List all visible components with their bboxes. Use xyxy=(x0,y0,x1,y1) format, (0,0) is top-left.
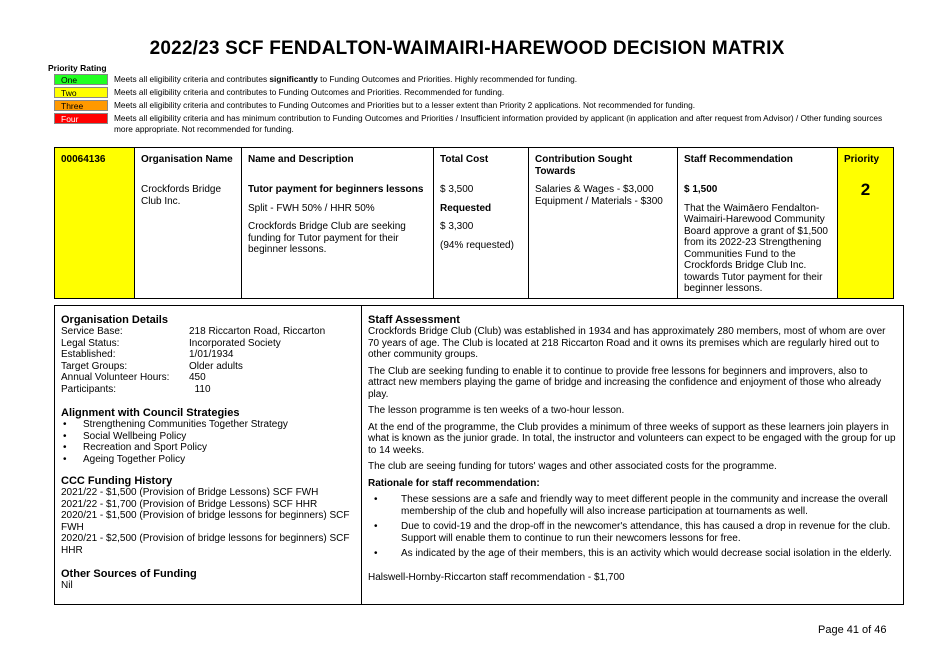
contribution-cell xyxy=(529,148,678,298)
organisation-header: Organisation Name xyxy=(141,154,233,165)
priority-swatch-three: Three xyxy=(54,100,108,111)
priority-desc-one: Meets all eligibility criteria and contributes significantly to Funding Outcomes and Priorities. Highly recommended for funding. xyxy=(114,74,578,84)
list-item: • Ageing Together Policy xyxy=(63,453,186,465)
requested-label: Requested xyxy=(440,202,492,214)
list-item: 2021/22 - $1,700 (Provision of Bridge Lessons) SCF HHR xyxy=(61,498,318,510)
other-sources-value: Nil xyxy=(61,580,73,591)
application-id: 00064136 xyxy=(61,154,106,165)
bullet-icon: • xyxy=(63,453,67,465)
staff-recommendation-amount: $ 1,500 xyxy=(684,184,718,195)
alignment-list xyxy=(61,419,355,465)
assessment-paragraph: The lesson programme is ten weeks of a two-hour lesson. xyxy=(368,405,625,416)
list-item: • These sessions are a safe and friendly way to meet different people in the community and increase the overall membership of the club and hopefully will also increase participation at tournaments as well. xyxy=(368,494,897,517)
priority-value: 2 xyxy=(860,180,871,199)
detail-row: Service Base: 218 Riccarton Road, Riccarton xyxy=(61,326,326,337)
total-cost-value: $ 3,500 xyxy=(440,184,474,195)
organisation-details-heading: Organisation Details xyxy=(61,314,168,326)
project-title: Tutor payment for beginners lessons xyxy=(248,184,424,195)
list-item: • As indicated by the age of their members, this is an activity which would decrease social isolation in the elderly. xyxy=(368,548,897,560)
priority-swatch-two: Two xyxy=(54,87,108,98)
other-sources-heading: Other Sources of Funding xyxy=(61,568,197,580)
priority-rating-row-one xyxy=(54,74,884,85)
organisation-cell xyxy=(135,148,242,298)
funding-history-list xyxy=(61,487,355,556)
priority-rating-label: Priority Rating xyxy=(48,63,107,73)
priority-swatch-four: Four xyxy=(54,113,108,124)
bullet-icon: • xyxy=(374,548,378,559)
priority-desc-three: Meets all eligibility criteria and contributes to Funding Outcomes and Priorities but to a lesser extent than Priority 2 applications. Not recommended for funding. xyxy=(114,100,696,110)
staff-assessment-heading: Staff Assessment xyxy=(368,314,460,326)
application-id-cell xyxy=(55,148,135,298)
details-section xyxy=(54,305,904,605)
name-description-cell xyxy=(242,148,434,298)
priority-rating-legend xyxy=(54,74,884,136)
priority-rating-row-three xyxy=(54,100,884,111)
bullet-icon: • xyxy=(63,430,67,442)
list-item: 2020/21 - $2,500 (Provision of bridge lessons for beginners) SCF HHR xyxy=(61,533,350,556)
priority-rating-row-four xyxy=(54,113,884,134)
requested-percentage: (94% requested) xyxy=(440,239,514,251)
decision-matrix-table xyxy=(54,147,894,299)
detail-row: Target Groups: Older adults xyxy=(61,360,243,372)
list-item: • Recreation and Sport Policy xyxy=(63,442,207,453)
list-item: • Social Wellbeing Policy xyxy=(63,430,187,442)
priority-desc-four: Meets all eligibility criteria and has minimum contribution to Funding Outcomes and Priorities / Insufficient information provided by applicant (in application and after request from Advisor) / Other funding sources more appropriate. Not recommended for funding. xyxy=(114,113,883,134)
bullet-icon: • xyxy=(63,419,67,430)
bullet-icon: • xyxy=(374,521,378,532)
alignment-heading: Alignment with Council Strategies xyxy=(61,407,240,419)
bullet-icon: • xyxy=(374,494,378,505)
total-cost-header: Total Cost xyxy=(440,154,489,165)
staff-recommendation-cell xyxy=(678,148,838,298)
total-cost-cell xyxy=(434,148,529,298)
detail-row: Established: 1/01/1934 xyxy=(61,349,234,360)
contribution-item-2: Equipment / Materials - $300 xyxy=(535,195,663,207)
detail-row: Participants: 110 xyxy=(61,383,211,395)
organisation-details-list xyxy=(61,326,355,395)
bullet-icon: • xyxy=(63,442,67,453)
list-item: 2021/22 - $1,500 (Provision of Bridge Lessons) SCF FWH xyxy=(61,487,319,498)
page-title: 2022/23 SCF FENDALTON-WAIMAIRI-HAREWOOD DECISION MATRIX xyxy=(149,38,785,59)
project-description: Crockfords Bridge Club are seeking funding for Tutor payment for their beginner lessons. xyxy=(248,221,406,255)
detail-row: Legal Status: Incorporated Society xyxy=(61,337,281,349)
assessment-paragraph: The Club are seeking funding to enable it to continue to provide free lessons for beginners and improvers, also to attract new members playing the game of bridge and increasing the confidence and enjoyment of those who already play. xyxy=(368,365,882,400)
priority-rating-row-two xyxy=(54,87,884,98)
assessment-paragraph: At the end of the programme, the Club provides a minimum of three weeks of support as these learners join players in what is known as the junior grade. In total, the instructor and volunteers can expect to be engaged with the group for up to 14 weeks. xyxy=(368,421,896,456)
list-item: • Due to covid-19 and the drop-off in the newcomer's attendance, this has caused a drop in revenue for the club. Support will enable them to continue to run their newcomers lessons for free. xyxy=(368,521,897,544)
priority-cell xyxy=(838,148,893,298)
organisation-name: Crockfords Bridge Club Inc. xyxy=(141,184,222,207)
priority-desc-two: Meets all eligibility criteria and contributes to Funding Outcomes and Priorities. Recommended for funding. xyxy=(114,87,505,97)
funding-split: Split - FWH 50% / HHR 50% xyxy=(248,202,375,214)
rationale-heading: Rationale for staff recommendation: xyxy=(368,477,540,489)
list-item: 2020/21 - $1,500 (Provision of bridge lessons for beginners) SCF FWH xyxy=(61,510,350,533)
assessment-paragraph: The club are seeing funding for tutors' wages and other associated costs for the programme. xyxy=(368,461,777,472)
name-description-header: Name and Description xyxy=(248,154,354,165)
priority-header: Priority xyxy=(844,154,880,165)
staff-recommendation-text: That the Waimāero Fendalton-Waimairi-Harewood Community Board approve a grant of $1,500 from its 2022-23 Strengthening Communities Fund to the Crockfords Bridge Club Inc. towards Tutor payment for their beginner lessons. xyxy=(684,202,828,294)
requested-amount: $ 3,300 xyxy=(440,221,474,232)
organisation-panel xyxy=(55,306,362,604)
funding-history-heading: CCC Funding History xyxy=(61,475,173,487)
other-board-recommendation: Halswell-Hornby-Riccarton staff recommendation - $1,700 xyxy=(368,571,625,583)
contribution-header: Contribution Sought Towards xyxy=(535,154,633,177)
priority-swatch-one: One xyxy=(54,74,108,85)
staff-recommendation-header: Staff Recommendation xyxy=(684,154,793,165)
assessment-paragraph: Crockfords Bridge Club (Club) was established in 1934 and has approximately 280 members, most of whom are over 70 years of age. The Club is located at 218 Riccarton Road and it owns its premises which are regularly hired out to other community groups. xyxy=(368,326,886,360)
detail-row: Annual Volunteer Hours: 450 xyxy=(61,372,206,383)
contribution-item-1: Salaries & Wages - $3,000 xyxy=(535,184,654,195)
staff-assessment-panel xyxy=(362,306,903,604)
page-number: Page 41 of 46 xyxy=(818,624,887,636)
list-item: • Strengthening Communities Together Strategy xyxy=(63,419,288,430)
